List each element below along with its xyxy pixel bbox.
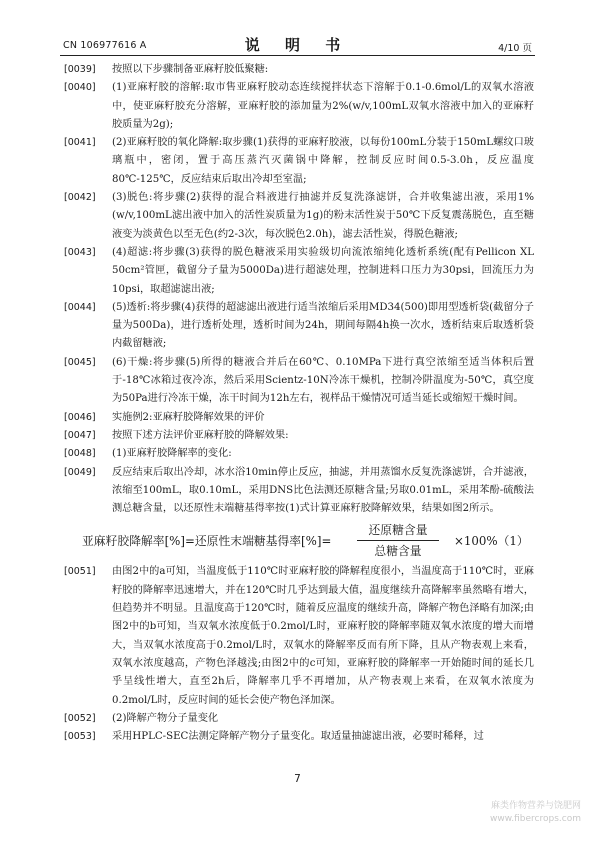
paragraph-number: [0053]	[64, 731, 96, 743]
paragraph	[64, 710, 534, 728]
paragraph	[64, 189, 534, 244]
paragraph-number: [0044]	[64, 301, 96, 313]
paragraph-text: (1)亚麻籽胶的溶解:取市售亚麻籽胶动态连续搅拌状态下溶解于0.1-0.6mol/L的双氧水溶液中，使亚麻籽胶充分溶解，亚麻籽胶的添加量为2%(w/v,100mL双氧水溶液中加入的亚麻籽胶质量为2g);	[112, 82, 534, 130]
paragraph-number: [0047]	[64, 429, 96, 441]
header-page-indicator: 4/10 页	[498, 43, 532, 54]
paragraph	[64, 244, 534, 299]
paragraph-number: [0051]	[64, 566, 96, 578]
paragraph-text: 由图2中的a可知，当温度低于110℃时亚麻籽胶的降解程度很小，当温度高于110℃时，亚麻籽胶的降解率迅速增大，并在120℃时几乎达到最大值，温度继续升高降解率虽然略有增大，但趋势并不明显。且温度高于120℃时，随着反应温度的继续升高，降解产物色泽略有加深;由图2中的b可知，当双氧水浓度低于0.2mol/L时，亚麻籽胶的降解率随双氧水浓度的增大而增大，当双氧水浓度高于0.2mol/L时，双氧水的降解率反而有所下降，且从产物表观上来看，双氧水浓度越高，产物色泽越浅;由图2中的c可知，亚麻籽胶的降解率一开始随时间的延长几乎呈线性增大，直至2h后，降解率几乎不再增加，从产物表观上来看，在双氧水浓度为0.2mol/L时，反应时间的延长会使产物色泽加深。	[112, 566, 534, 706]
paragraph-number: [0039]	[64, 64, 96, 75]
formula-fraction	[357, 521, 439, 559]
formula-numerator: 还原糖含量	[357, 521, 439, 541]
paragraph-number: [0040]	[64, 82, 96, 94]
paragraph	[64, 427, 534, 445]
paragraph	[64, 61, 534, 79]
paragraph	[64, 445, 534, 463]
paragraph-number: [0046]	[64, 411, 96, 423]
paragraph-text: 采用HPLC-SEC法测定降解产物分子量变化。取适量抽滤滤出液，必要时稀释，过	[112, 731, 484, 743]
formula-lhs: 亚麻籽胶降解率[%]=还原性末端糖基得率[%]=	[82, 534, 332, 549]
paragraph-number: [0048]	[64, 448, 96, 460]
paragraph-text: (2)亚麻籽胶的氧化降解:取步骤(1)获得的亚麻籽胶液，以每份100mL分装于150mL螺纹口玻璃瓶中，密闭，置于高压蒸汽灭菌锅中降解，控制反应时间0.5-3.0h，反应温度80℃-125℃，反应结束后取出冷却至室温;	[112, 137, 534, 185]
paragraph	[64, 409, 534, 427]
page-title: 说 明 书	[244, 36, 351, 54]
watermark-line1: 麻类作物营养与饶肥网	[490, 801, 581, 811]
paragraph-text: 反应结束后取出冷却，冰水浴10min停止反应，抽滤，并用蒸馏水反复洗涤滤饼，合并滤液，浓缩至100mL，取0.10mL，采用DNS比色法测还原糖含量;另取0.01mL，采用苯酚-硫酸法测总糖含量，以还原性末端糖基得率按(1)式计算亚麻籽胶降解效果，结果如图2所示。	[112, 466, 534, 515]
document-body	[64, 61, 534, 746]
paragraph-number: [0049]	[64, 466, 96, 478]
paragraph-text: (1)亚麻籽胶降解率的变化:	[112, 448, 232, 460]
paragraph-text: 按照下述方法评价亚麻籽胶的降解效果:	[112, 429, 289, 441]
paragraph-number: [0042]	[64, 192, 96, 204]
paragraph-text: (6)干燥:将步骤(5)所得的糖液合并后在60℃、0.10MPa下进行真空浓缩至适当体积后置于-18℃冰箱过夜冷冻，然后采用Scientz-10N冷冻干燥机，控制冷阱温度为-50℃，真空度为50Pa进行冷冻干燥，冻干时间为12h左右，视样品干燥情况可适当延长或缩短干燥时间。	[112, 356, 534, 405]
paragraph	[64, 464, 534, 519]
watermark-line2: www.fibercrops.com	[490, 814, 581, 824]
page-number: 7	[294, 773, 301, 785]
formula-rhs: ×100%（1）	[454, 534, 529, 549]
paragraph-text: 按照以下步骤制备亚麻籽胶低聚糖:	[112, 64, 269, 75]
paragraph-number: [0043]	[64, 246, 96, 258]
paragraph	[64, 728, 534, 746]
paragraph	[64, 134, 534, 189]
paragraph-text: (3)脱色:将步骤(2)获得的混合料液进行抽滤并反复洗涤滤饼，合并收集滤出液，采用1%(w/v,100mL滤出液中加入的活性炭质量为1g)的粉末活性炭于50℃下反复震荡脱色，直至糖液变为淡黄色以至无色(约2-3次，每次脱色2.0h)，滤去活性炭，得脱色糖液;	[112, 192, 534, 240]
header-patent-number: CN 106977616 A	[63, 40, 147, 51]
paragraph-number: [0052]	[64, 712, 96, 724]
paragraph	[64, 299, 534, 354]
formula-denominator: 总糖含量	[374, 544, 422, 559]
paragraph-text: (5)透析:将步骤(4)获得的超滤滤出液进行适当浓缩后采用MD34(500)即用型透析袋(截留分子量为500Da)，进行透析处理，透析时间为24h，期间每隔4h换一次水，透析结束后取透析袋内截留糖液;	[112, 301, 534, 350]
degradation-formula	[82, 520, 534, 560]
paragraph-text: (4)超滤:将步骤(3)获得的脱色糖液采用实验级切向流浓缩纯化透析系统(配有Pellicon XL 50cm²管匣，截留分子量为5000Da)进行超滤处理，控制进料口压力为30psi，回流压力为10psi，取超滤滤出液;	[112, 246, 534, 295]
watermark	[490, 800, 581, 826]
paragraph-text: (2)降解产物分子量变化	[112, 712, 219, 724]
paragraph	[64, 79, 534, 134]
header-divider	[60, 55, 535, 56]
paragraph	[64, 354, 534, 409]
paragraph-number: [0045]	[64, 356, 96, 368]
paragraph	[64, 563, 534, 709]
paragraph-number: [0041]	[64, 137, 96, 149]
paragraph-text: 实施例2:亚麻籽胶降解效果的评价	[112, 411, 265, 423]
